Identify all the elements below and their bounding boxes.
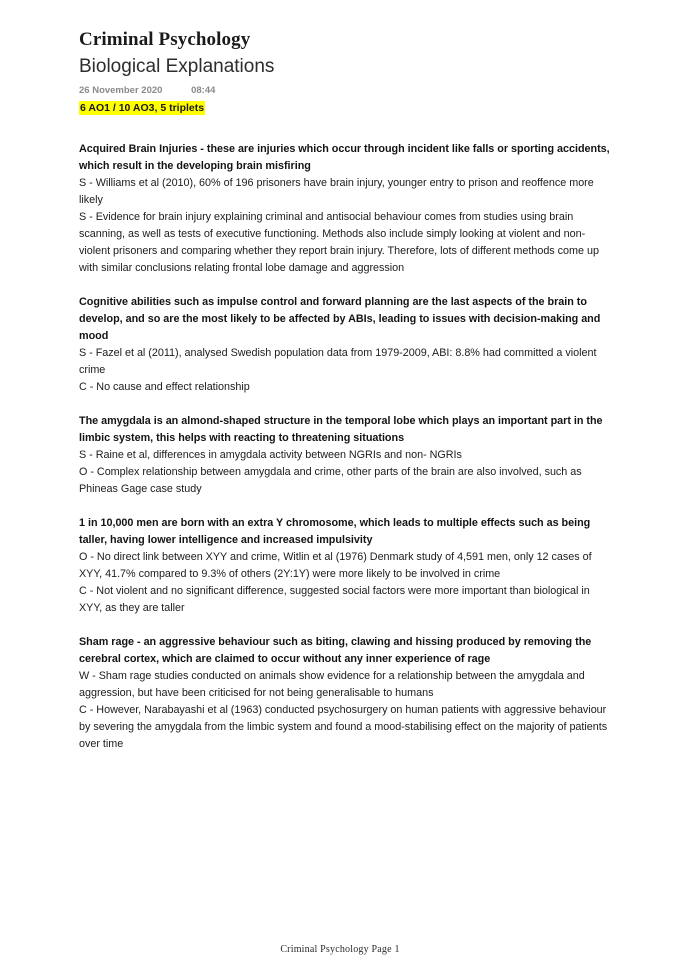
note-section: [79, 634, 611, 753]
page-time: 08:44: [191, 85, 216, 96]
section-heading: The amygdala is an almond-shaped structure in the temporal lobe which plays an important part in the limbic system, this helps with reacting to threatening situations: [79, 415, 603, 444]
page-footer: Criminal Psychology Page 1: [280, 944, 400, 955]
page-content: [79, 28, 611, 753]
notes-body: [79, 141, 611, 753]
page-metadata: [79, 84, 611, 97]
section-point: W - Sham rage studies conducted on animals show evidence for a relationship between the amygdala and aggression, but have been criticised for not being generalisable to humans: [79, 670, 585, 699]
page-title: Criminal Psychology: [79, 29, 251, 50]
section-point: O - No direct link between XYY and crime, Witlin et al (1976) Denmark study of 4,591 men, only 12 cases of XYY, 41.7% compared to 9.3% of others (2Y:1Y) were more likely to be involved in crime: [79, 551, 592, 580]
section-point: S - Raine et al, differences in amygdala activity between NGRIs and non- NGRIs: [79, 449, 462, 461]
section-heading: Acquired Brain Injuries - these are injuries which occur through incident like falls or sporting accidents, which result in the developing brain misfiring: [79, 143, 610, 172]
section-point: S - Evidence for brain injury explaining criminal and antisocial behaviour comes from studies using brain scanning, as well as tests of executive functioning. Methods also include simply looking at violent and non-violent prisoners and comparing whether they report brain injury. Therefore, lots of different methods come up with similar conclusions relating frontal lobe damage and aggression: [79, 211, 599, 274]
note-section: [79, 141, 611, 277]
page-subtitle: Biological Explanations: [79, 56, 275, 77]
section-point: C - Not violent and no significant difference, suggested social factors were more important than biological in XYY, as they are taller: [79, 585, 590, 614]
note-section: [79, 294, 611, 396]
section-point: S - Williams et al (2010), 60% of 196 prisoners have brain injury, younger entry to prison and reoffence more likely: [79, 177, 594, 206]
section-point: C - However, Narabayashi et al (1963) conducted psychosurgery on human patients with aggressive behaviour by severing the amygdala from the limbic system and found a mood-stabilising effect on the majority of patients over time: [79, 704, 608, 750]
section-heading: Cognitive abilities such as impulse control and forward planning are the last aspects of the brain to develop, and so are the most likely to be affected by ABIs, leading to issues with decision-making and mood: [79, 296, 601, 342]
section-point: C - No cause and effect relationship: [79, 381, 250, 393]
highlighted-tagline: 6 AO1 / 10 AO3, 5 triplets: [80, 102, 205, 114]
page-date: 26 November 2020: [79, 85, 163, 96]
tagline-row: [79, 100, 611, 115]
section-point: S - Fazel et al (2011), analysed Swedish population data from 1979-2009, ABI: 8.8% had committed a violent crime: [79, 347, 597, 376]
section-point: O - Complex relationship between amygdala and crime, other parts of the brain are also involved, such as Phineas Gage case study: [79, 466, 582, 495]
note-section: [79, 413, 611, 498]
section-heading: 1 in 10,000 men are born with an extra Y chromosome, which leads to multiple effects such as being taller, having lower intelligence and increased impulsivity: [79, 517, 591, 546]
section-heading: Sham rage - an aggressive behaviour such as biting, clawing and hissing produced by removing the cerebral cortex, which are claimed to occur without any inner experience of rage: [79, 636, 592, 665]
note-section: [79, 515, 611, 617]
